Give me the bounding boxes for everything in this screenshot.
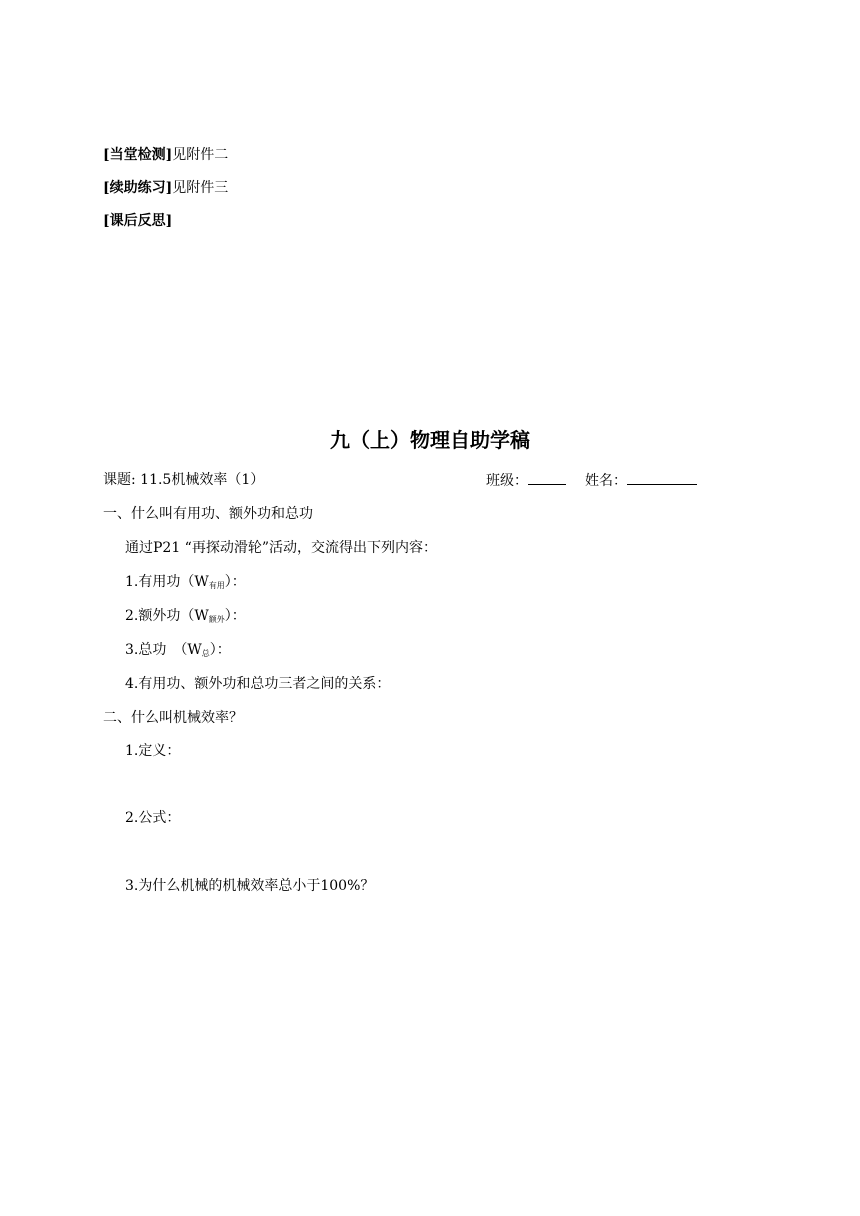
tag-follow-up-practice: [续助练习] [103,180,173,196]
class-field [486,470,566,491]
section1-item-useful-work [125,572,246,596]
document-title: 九（上）物理自助学稿 [330,428,530,452]
see-attachment-3: 见附件三 [172,180,229,196]
section1-heading: 一、什么叫有用功、额外功和总功 [103,506,313,522]
section1-item-relationship: 4.有用功、额外功和总功三者之间的关系： [125,676,391,692]
item2-suffix: ）： [224,608,246,624]
section1-item-total-work [125,640,231,664]
topic-label: 课题: 11.5机械效率（1） [103,472,265,488]
tag-post-class-reflection: [课后反思] [103,213,173,229]
item3-prefix: 3.总功 （W [125,642,202,658]
name-blank [627,470,697,485]
top-line-3 [103,211,172,231]
item1-prefix: 1.有用功（W [125,574,209,590]
section2-item-why-less-than-100: 3.为什么机械的机械效率总小于100%？ [125,878,375,894]
item2-prefix: 2.额外功（W [125,608,209,624]
item1-subscript: 有用 [208,581,225,590]
class-blank [528,470,566,485]
item3-suffix: ）： [209,642,231,658]
see-attachment-2: 见附件二 [172,147,229,163]
section1-item-extra-work [125,606,246,630]
name-label: 姓名： [585,473,627,489]
item3-subscript: 总 [201,649,210,658]
item2-subscript: 额外 [208,615,225,624]
tag-in-class-test: [当堂检测] [103,147,173,163]
top-line-1 [103,145,228,165]
section2-item-formula: 2.公式： [125,810,181,826]
class-label: 班级： [486,473,528,489]
name-field [585,470,697,491]
item1-suffix: ）： [224,574,246,590]
section1-intro: 通过P21 “再探动滑轮”活动，交流得出下列内容： [125,540,437,556]
section2-heading: 二、什么叫机械效率？ [103,710,243,726]
top-line-2 [103,178,228,198]
section2-item-definition: 1.定义： [125,743,181,759]
